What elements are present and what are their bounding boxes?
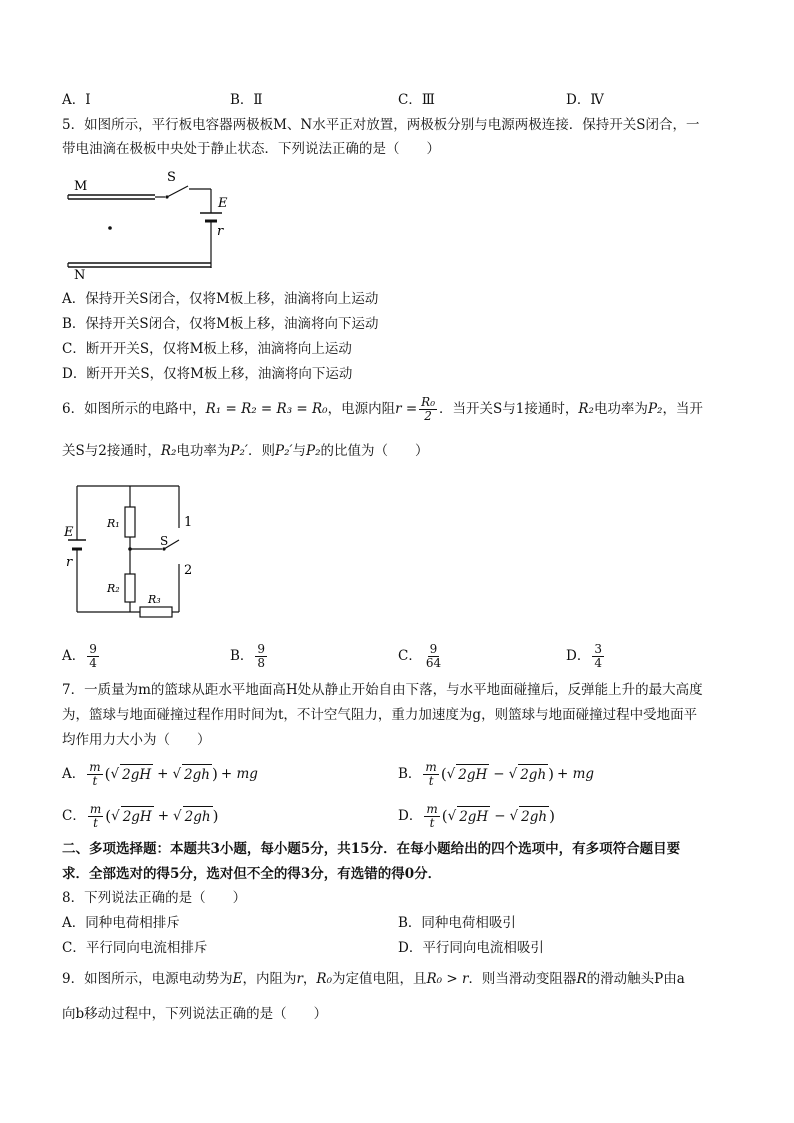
section2-heading-line1: 二、多项选择题：本题共3小题，每小题5分，共15分．在每小题给出的四个选项中，有多项符合题目要 bbox=[62, 841, 681, 857]
q5-stem-line2: 带电油滴在极板中央处于静止状态．下列说法正确的是（ ） bbox=[62, 141, 440, 157]
q5-option-a: A．保持开关S闭合，仅将M板上移，油滴将向上运动 bbox=[62, 291, 379, 307]
q6-r-fraction: $\frac{\text{R₀}}{2}$ bbox=[421, 394, 436, 423]
q6-prefix: 6．如图所示的电路中， bbox=[62, 401, 206, 417]
svg-text:2: 2 bbox=[184, 563, 193, 578]
q6-option-c: C． $\frac{9}{64}$ bbox=[398, 641, 442, 670]
q4-option-a: A．Ⅰ bbox=[62, 92, 91, 108]
svg-text:r: r bbox=[66, 555, 73, 570]
q7-option-a: A． $\frac{m}{t}$ ( √ 2gH + √ 2gh ) + mg bbox=[62, 759, 258, 788]
q8-option-d: D．平行同向电流相吸引 bbox=[398, 940, 544, 956]
q6-r2-symbol: R₂ bbox=[578, 401, 594, 417]
q8-option-b: B．同种电荷相吸引 bbox=[398, 915, 516, 931]
q6-p-text: 电功率为 bbox=[593, 401, 648, 417]
q4-option-c: C．Ⅲ bbox=[398, 92, 435, 108]
q9-stem-line1: 9．如图所示，电源电动势为E，内阻为r，R₀为定值电阻，且R₀ > r．则当滑动变阻器R的滑动触头P由a bbox=[62, 971, 685, 987]
section2-heading-line2: 求．全部选对的得5分，选对但不全的得3分，有选错的得0分． bbox=[62, 866, 442, 882]
svg-text:R₁: R₁ bbox=[107, 517, 120, 530]
q8-stem: 8．下列说法正确的是（ ） bbox=[62, 890, 247, 906]
q8-option-c: C．平行同向电流相排斥 bbox=[62, 940, 208, 956]
q6-p2-symbol: P₂ bbox=[647, 401, 663, 417]
oil-drop bbox=[108, 226, 112, 230]
q5-option-b: B．保持开关S闭合，仅将M板上移，油滴将向下运动 bbox=[62, 316, 379, 332]
svg-text:1: 1 bbox=[184, 515, 193, 530]
q6-option-b: B． $\frac{9}{8}$ bbox=[230, 641, 266, 670]
svg-text:R₂: R₂ bbox=[107, 582, 120, 595]
q6-option-a: A． $\frac{9}{4}$ bbox=[62, 641, 97, 670]
q7-stem-line3: 均作用力大小为（ ） bbox=[62, 732, 211, 748]
label-r: r bbox=[217, 224, 224, 239]
svg-text:E: E bbox=[64, 525, 74, 540]
q6-circuit-diagram bbox=[62, 478, 202, 620]
q4-option-d: D．Ⅳ bbox=[566, 92, 604, 108]
q6-stem-line2: 关S与2接通时，R₂电功率为P₂′．则P₂′与P₂的比值为（ ） bbox=[62, 443, 429, 459]
q7-stem-line1: 7．一质量为m的篮球从距水平地面高H处从静止开始自由下落，与水平地面碰撞后，反弹能上升的最大高度 bbox=[62, 682, 703, 698]
q7-option-d: D． $\frac{m}{t}$ ( √ 2gH − √ 2gh ) bbox=[398, 801, 555, 830]
q5-option-d: D．断开开关S，仅将M板上移，油滴将向下运动 bbox=[62, 366, 353, 382]
q5-stem-line1: 5．如图所示，平行板电容器两极板M、N水平正对放置，两极板分别与电源两极连接．保持开关S闭合，一 bbox=[62, 117, 700, 133]
svg-text:S: S bbox=[160, 534, 169, 548]
label-s: S bbox=[167, 170, 176, 185]
q6-r-eq: r = bbox=[395, 401, 418, 417]
q6-comma: ，当开 bbox=[662, 401, 703, 417]
label-n: N bbox=[74, 268, 86, 280]
q6-stem-line1 bbox=[62, 394, 703, 424]
q5-circuit-diagram bbox=[60, 165, 260, 280]
q7-option-b: B． $\frac{m}{t}$ ( √ 2gH − √ 2gh ) + mg bbox=[398, 759, 595, 788]
q8-option-a: A．同种电荷相排斥 bbox=[62, 915, 180, 931]
q9-stem-line2: 向b移动过程中，下列说法正确的是（ ） bbox=[62, 1006, 328, 1022]
q6-after: ．当开关S与1接通时， bbox=[439, 401, 579, 417]
q5-option-c: C．断开开关S，仅将M板上移，油滴将向上运动 bbox=[62, 341, 352, 357]
q7-option-c: C． $\frac{m}{t}$ ( √ 2gH + √ 2gh ) bbox=[62, 801, 219, 830]
q6-mid: ，电源内阻 bbox=[327, 401, 396, 417]
label-m: M bbox=[74, 179, 88, 194]
label-e: E bbox=[218, 196, 228, 211]
svg-text:R₃: R₃ bbox=[148, 593, 161, 606]
q6-option-d: D． $\frac{3}{4}$ bbox=[566, 641, 602, 670]
q6-resistor-equation: R₁ = R₂ = R₃ = R₀ bbox=[205, 401, 328, 417]
q7-stem-line2: 为，篮球与地面碰撞过程作用时间为t，不计空气阻力，重力加速度为g，则篮球与地面碰撞过程中受地面平 bbox=[62, 707, 698, 723]
q4-option-b: B．Ⅱ bbox=[230, 92, 263, 108]
